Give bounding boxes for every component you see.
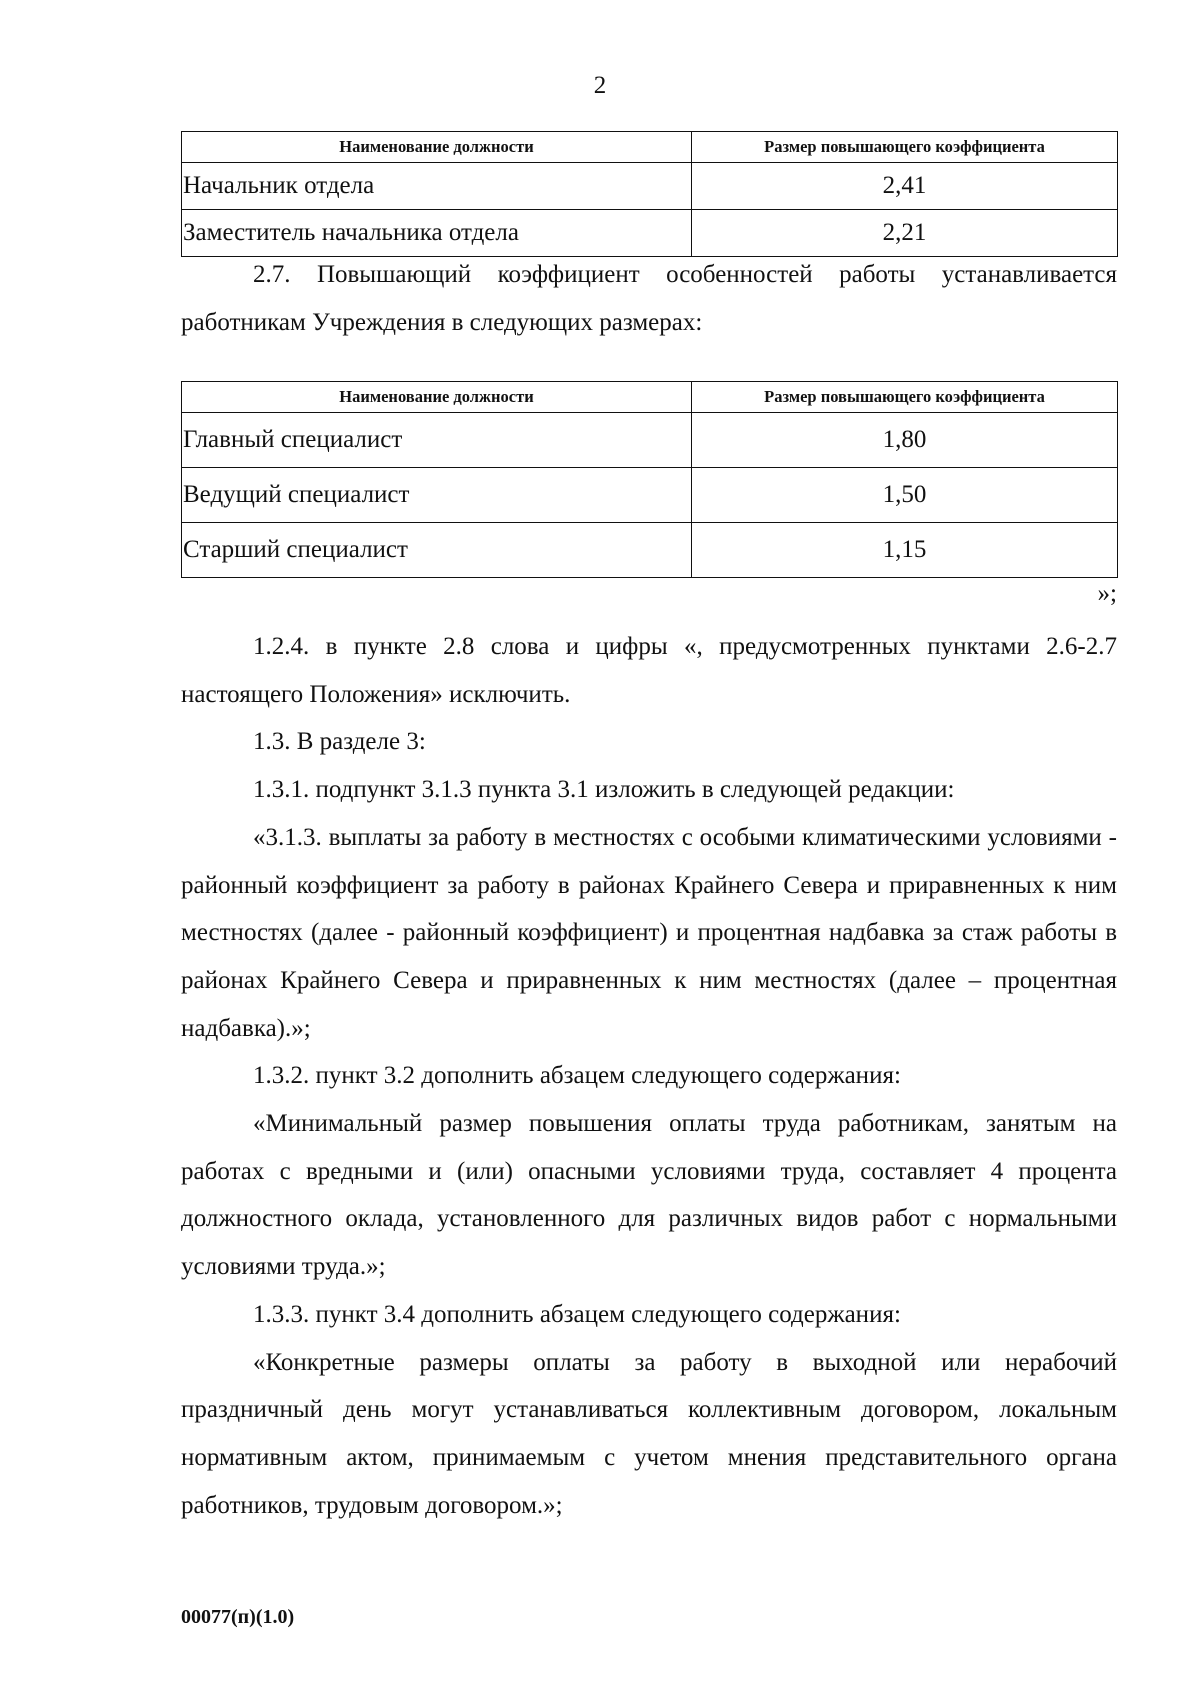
position-cell: Главный специалист [182, 413, 692, 468]
paragraph-2-7: 2.7. Повышающий коэффициент особенностей работы устанавливается работникам Учреждения в следующих размерах: [181, 261, 1117, 336]
coefficient-cell: 2,21 [692, 210, 1118, 257]
paragraph-1-3-2: 1.3.2. пункт 3.2 дополнить абзацем следующего содержания: [253, 1062, 901, 1090]
column-header-position: Наименование должности [182, 132, 692, 163]
coefficient-cell: 1,80 [692, 413, 1118, 468]
paragraph-1-3: 1.3. В разделе 3: [253, 728, 426, 756]
body-text [181, 623, 1117, 1529]
closing-quote: »; [1097, 580, 1117, 607]
coefficient-cell: 1,50 [692, 468, 1118, 523]
page-number: 2 [593, 72, 607, 99]
column-header-position: Наименование должности [182, 382, 692, 413]
position-cell: Ведущий специалист [182, 468, 692, 523]
coefficient-table-2 [181, 381, 1118, 578]
table-header-row [182, 132, 1118, 163]
paragraph-holiday-pay-quote: «Конкретные размеры оплаты за работу в выходной или нерабочий праздничный день могут устанавливаться коллективным договором, локальным нормативным актом, принимаемым с учетом мнения представительного органа работников, трудовым договором.»; [181, 1348, 1117, 1519]
coefficient-table-1 [181, 131, 1118, 257]
paragraph-3-1-3-quote: «3.1.3. выплаты за работу в местностях с особыми климатическими условиями - районный коэффициент за работу в районах Крайнего Севера и приравненных к ним местностях (далее - районный коэффициент) и процентная надбавка за стаж работы в районах Крайнего Севера и приравненных к ним местностях (далее – процентная надбавка).»; [181, 823, 1117, 1042]
position-cell: Старший специалист [182, 523, 692, 578]
paragraph-2-7-block [181, 251, 1117, 346]
table-row [182, 468, 1118, 523]
position-cell: Заместитель начальника отдела [182, 210, 692, 257]
position-cell: Начальник отдела [182, 163, 692, 210]
column-header-coefficient: Размер повышающего коэффициента [692, 382, 1118, 413]
coefficient-cell: 1,15 [692, 523, 1118, 578]
table-row [182, 523, 1118, 578]
table-row [182, 413, 1118, 468]
paragraph-minimum-pay-quote: «Минимальный размер повышения оплаты труда работникам, занятым на работах с вредными и (или) опасными условиями труда, составляет 4 процента должностного оклада, установленного для различных видов работ с нормальными условиями труда.»; [181, 1110, 1117, 1281]
table-header-row [182, 382, 1118, 413]
document-code: 00077(п)(1.0) [181, 1606, 295, 1628]
paragraph-1-2-4: 1.2.4. в пункте 2.8 слова и цифры «, предусмотренных пунктами 2.6-2.7 настоящего Положения» исключить. [181, 633, 1117, 708]
coefficient-cell: 2,41 [692, 163, 1118, 210]
column-header-coefficient: Размер повышающего коэффициента [692, 132, 1118, 163]
paragraph-1-3-1: 1.3.1. подпункт 3.1.3 пункта 3.1 изложить в следующей редакции: [253, 776, 955, 804]
table-row [182, 163, 1118, 210]
table-row [182, 210, 1118, 257]
paragraph-1-3-3: 1.3.3. пункт 3.4 дополнить абзацем следующего содержания: [253, 1300, 901, 1328]
